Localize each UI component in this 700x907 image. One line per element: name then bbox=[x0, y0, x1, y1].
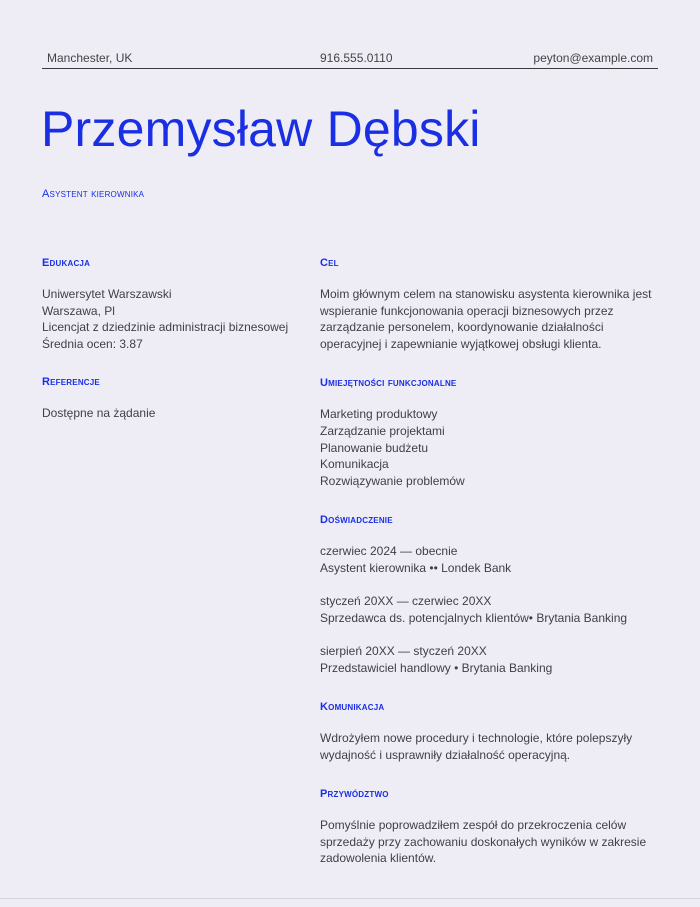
objective-heading: Cel bbox=[320, 257, 339, 269]
job-entry bbox=[320, 593, 655, 626]
education-line: Warszawa, Pl bbox=[42, 303, 115, 318]
skills-heading: Umiejętności funkcjonalne bbox=[320, 377, 457, 390]
objective-body bbox=[320, 286, 655, 352]
skill-item: Planowanie budżetu bbox=[320, 440, 429, 455]
candidate-role: Asystent kierownika bbox=[42, 188, 145, 200]
leadership-body bbox=[320, 817, 655, 867]
contact-bar bbox=[42, 51, 658, 69]
page-bottom-divider bbox=[0, 898, 700, 899]
experience-section bbox=[320, 513, 655, 676]
left-column bbox=[42, 256, 292, 420]
references-text: Dostępne na żądanie bbox=[42, 406, 156, 420]
right-column bbox=[320, 256, 655, 867]
experience-body bbox=[320, 543, 655, 676]
communication-body bbox=[320, 730, 655, 763]
skill-item: Marketing produktowy bbox=[320, 407, 438, 422]
leadership-heading: Przywództwo bbox=[320, 788, 389, 801]
references-heading: Referencje bbox=[42, 376, 100, 388]
job-entry bbox=[320, 543, 655, 576]
education-line: Średnia ocen: 3.87 bbox=[42, 336, 143, 351]
leadership-line: zadowolenia klientów. bbox=[320, 851, 437, 866]
skills-section bbox=[320, 376, 655, 489]
education-line: Uniwersytet Warszawski bbox=[42, 287, 172, 301]
education-section bbox=[42, 256, 292, 352]
leadership-line: Pomyślnie poprowadziłem zespół do przekroczenia celów bbox=[320, 818, 627, 833]
objective-line: Moim głównym celem na stanowisku asystenta kierownika jest bbox=[320, 287, 652, 301]
contact-email: peyton@example.com bbox=[533, 51, 653, 65]
references-section bbox=[42, 375, 155, 422]
job-entry bbox=[320, 643, 655, 676]
objective-line: zarządzanie personelem, koordynowanie działalności bbox=[320, 320, 604, 335]
experience-heading: Doświadczenie bbox=[320, 514, 393, 527]
skill-item: Zarządzanie projektami bbox=[320, 423, 445, 438]
education-heading: Edukacja bbox=[42, 257, 91, 269]
job-dates: sierpień 20XX — styczeń 20XX bbox=[320, 643, 487, 658]
skill-item: Rozwiązywanie problemów bbox=[320, 473, 465, 488]
communication-heading: Komunikacja bbox=[320, 701, 385, 714]
candidate-name: Przemysław Dębski bbox=[41, 101, 481, 157]
skills-list bbox=[320, 406, 655, 489]
skill-item: Komunikacja bbox=[320, 457, 389, 472]
leadership-line: sprzedaży przy zachowaniu doskonałych wyników w zakresie bbox=[320, 834, 647, 849]
communication-line: wydajność i usprawniły działalność operacyjną. bbox=[320, 747, 571, 762]
objective-section bbox=[320, 256, 655, 352]
objective-line: wspieranie funkcjonowania operacji biznesowych przez bbox=[320, 303, 614, 318]
objective-line: operacyjnej i zapewnianie wyjątkowej obsługi klienta. bbox=[320, 336, 602, 351]
references-body bbox=[42, 405, 155, 422]
education-body bbox=[42, 286, 292, 352]
communication-line: Wdrożyłem nowe procedury i technologie, które polepszyły bbox=[320, 731, 633, 746]
job-dates: styczeń 20XX — czerwiec 20XX bbox=[320, 594, 492, 609]
leadership-section bbox=[320, 787, 655, 867]
job-position: Przedstawiciel handlowy • Brytania Banking bbox=[320, 660, 553, 675]
job-dates: czerwiec 2024 — obecnie bbox=[320, 544, 458, 559]
communication-section bbox=[320, 700, 655, 763]
contact-phone: 916.555.0110 bbox=[320, 51, 393, 65]
job-position: Sprzedawca ds. potencjalnych klientów• Brytania Banking bbox=[320, 610, 628, 625]
job-position: Asystent kierownika •• Londek Bank bbox=[320, 560, 512, 575]
education-line: Licencjat z dziedzinie administracji biznesowej bbox=[42, 320, 289, 335]
contact-location: Manchester, UK bbox=[47, 51, 133, 65]
